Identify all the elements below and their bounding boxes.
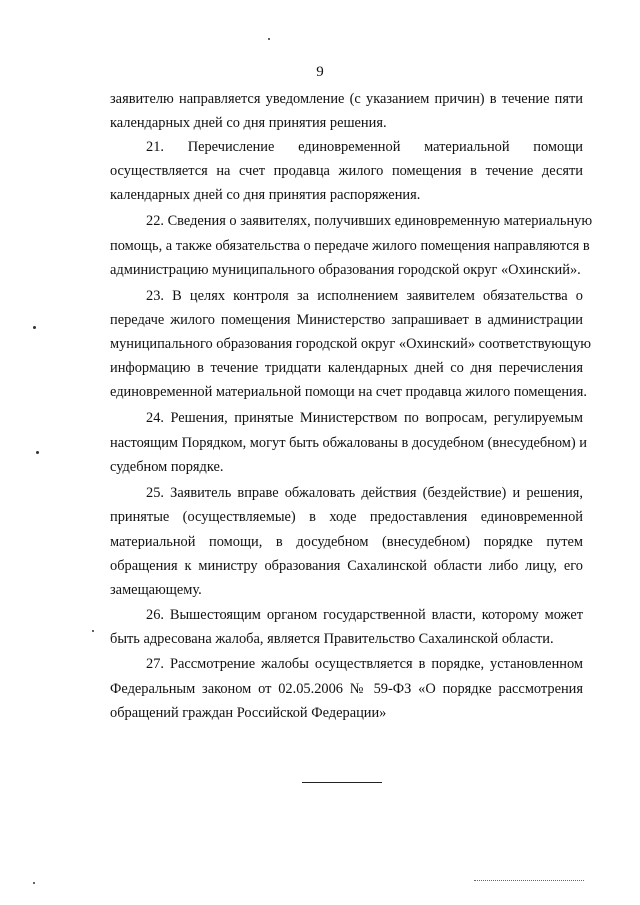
scan-speck [33,326,36,329]
text-line: обращения к министру образования Сахалинской области либо лицу, его [110,558,583,574]
text-line: единовременной материальной помощи на счет продавца жилого помещения. [110,384,587,400]
text-line: помощь, а также обязательства о передаче жилого помещения направляются в [110,238,590,254]
scan-speck [92,630,94,632]
text-line: 27. Рассмотрение жалобы осуществляется в порядке, установленном [146,656,583,672]
text-line: информацию в течение тридцати календарных дней со дня перечисления [110,360,583,376]
page-number: 9 [316,64,324,80]
text-line: 21. Перечисление единовременной материальной помощи [146,139,583,155]
text-line: администрацию муниципального образования городской округ «Охинский». [110,262,581,278]
text-line: замещающему. [110,582,202,598]
text-line: календарных дней со дня принятия решения. [110,115,387,131]
text-line: принятые (осуществляемые) в ходе предоставления единовременной [110,509,583,525]
text-line: 25. Заявитель вправе обжаловать действия (бездействие) и решения, [146,485,583,501]
text-line: календарных дней со дня принятия распоряжения. [110,187,421,203]
text-line: Федеральным законом от 02.05.2006 № 59-ФЗ «О порядке рассмотрения [110,681,583,697]
scan-trail [474,880,584,881]
scan-speck [33,882,35,884]
text-line: настоящим Порядком, могут быть обжалованы в досудебном (внесудебном) и [110,435,587,451]
text-line: судебном порядке. [110,459,224,475]
text-line: муниципального образования городской округ «Охинский» соответствующую [110,336,592,352]
text-line: 24. Решения, принятые Министерством по вопросам, регулируемым [146,410,583,426]
scan-speck [268,38,270,40]
text-line: быть адресована жалоба, является Правительство Сахалинской области. [110,631,554,647]
text-line: осуществляется на счет продавца жилого помещения в течение десяти [110,163,583,179]
text-line: 22. Сведения о заявителях, получивших единовременную материальную [146,213,593,229]
text-line: 23. В целях контроля за исполнением заявителем обязательства о [146,288,583,304]
text-line: материальной помощи, в досудебном (внесудебном) порядке путем [110,534,583,550]
text-line: заявителю направляется уведомление (с указанием причин) в течение пяти [110,91,583,107]
text-line: обращений граждан Российской Федерации» [110,705,387,721]
end-divider [302,782,382,783]
scan-speck [36,451,39,454]
text-line: 26. Вышестоящим органом государственной власти, которому может [146,607,583,623]
text-line: передаче жилого помещения Министерство запрашивает в администрации [110,312,583,328]
